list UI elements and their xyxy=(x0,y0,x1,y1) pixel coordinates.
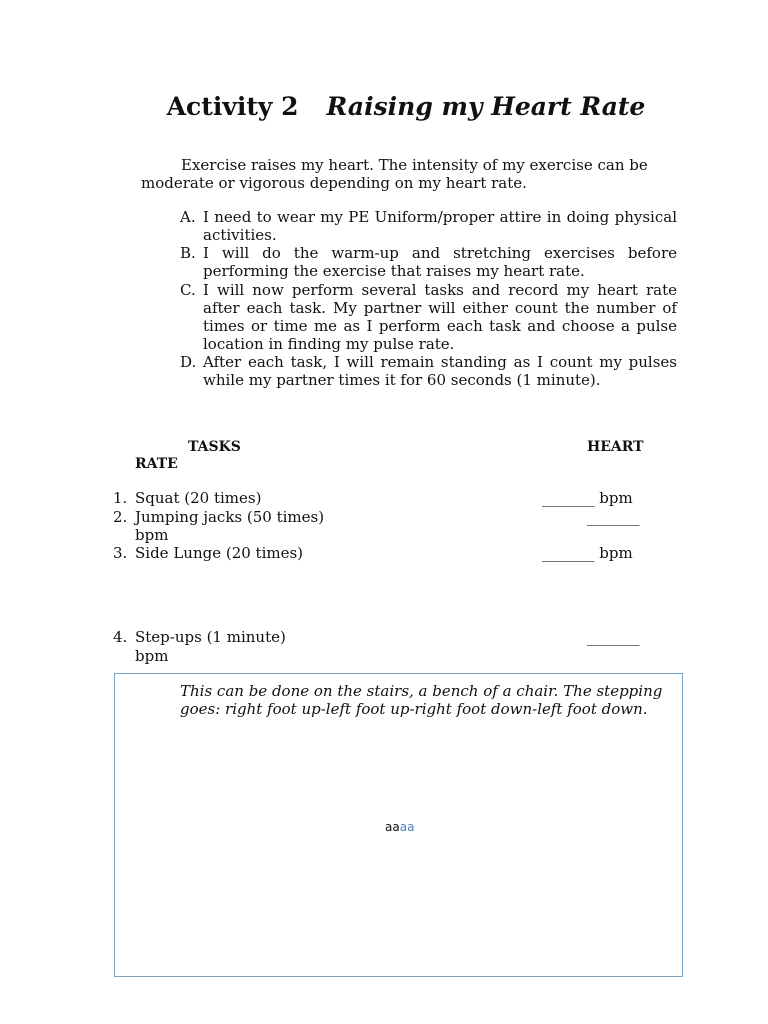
instruction-text: I will do the warm-up and stretching exercises before performing the exercise that raises my heart rate. xyxy=(203,244,677,280)
bpm-unit: bpm xyxy=(135,647,169,665)
task-number: 4. xyxy=(113,628,128,646)
page-title xyxy=(0,92,768,121)
task-number: 3. xyxy=(113,544,128,562)
bpm-blank: _______ xyxy=(587,628,640,646)
instruction-text: I need to wear my PE Uniform/proper attire in doing physical activities. xyxy=(203,208,677,244)
heart-header: HEART xyxy=(587,439,644,455)
activity-number: Activity 2 xyxy=(166,92,299,121)
task-label: Jumping jacks (50 times) xyxy=(135,508,325,526)
instruction-item-c xyxy=(180,281,677,353)
instruction-item-d xyxy=(180,353,677,389)
task-label: Squat (20 times) xyxy=(135,489,262,507)
instruction-marker: C. xyxy=(180,281,196,299)
instruction-item-b xyxy=(180,244,677,280)
bpm-blank: _______ xyxy=(587,508,640,526)
task-label: Step-ups (1 minute) xyxy=(135,628,286,646)
instruction-text: I will now perform several tasks and record my heart rate after each task. My partner will either count the number of times or time me as I perform each task and choose a pulse location in finding my pulse rate. xyxy=(203,281,677,353)
stray-text-black: aa xyxy=(385,820,400,834)
bpm-unit: bpm xyxy=(135,526,169,544)
task-number: 1. xyxy=(113,489,128,507)
instruction-item-a xyxy=(180,208,677,244)
instruction-text: After each task, I will remain standing as I count my pulses while my partner times it for 60 seconds (1 minute). xyxy=(203,353,677,389)
task-number: 2. xyxy=(113,508,128,526)
stray-text xyxy=(385,820,414,834)
task-label: Side Lunge (20 times) xyxy=(135,544,304,562)
instruction-marker: A. xyxy=(180,208,196,226)
instruction-marker: D. xyxy=(180,353,197,371)
intro-line-2: moderate or vigorous depending on my heart rate. xyxy=(141,174,527,192)
stray-text-blue: aa xyxy=(399,820,415,834)
rate-header: RATE xyxy=(135,456,178,472)
tasks-header: TASKS xyxy=(188,439,241,455)
activity-title: Raising my Heart Rate xyxy=(326,92,646,121)
bpm-blank: _______ bpm xyxy=(542,489,633,507)
step-ups-note: This can be done on the stairs, a bench of a chair. The stepping goes: right foot up-left foot up-right foot down-left foot down. xyxy=(180,682,663,718)
bpm-blank: _______ bpm xyxy=(542,544,633,562)
instruction-marker: B. xyxy=(180,244,196,262)
intro-line-1: Exercise raises my heart. The intensity of my exercise can be xyxy=(181,156,648,174)
